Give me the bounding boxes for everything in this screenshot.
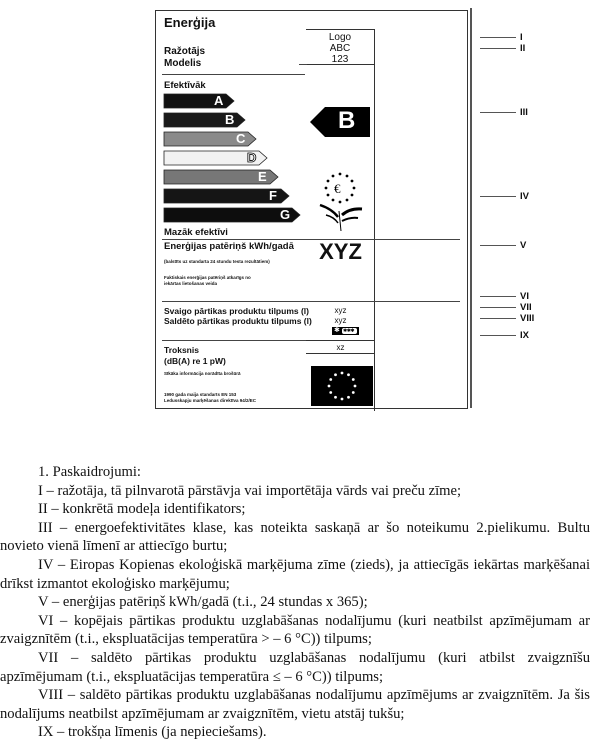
callout-i xyxy=(480,32,523,43)
fresh-volume-label: Svaigo pārtikas produktu tilpums (l) xyxy=(164,306,309,316)
fresh-volume-value: xyz xyxy=(334,306,347,315)
class-letter: B xyxy=(225,112,235,127)
class-letter: D xyxy=(247,150,257,165)
consumption-title: Enerģijas patēriņš kWh/gadā xyxy=(164,241,294,252)
callout-line xyxy=(480,307,516,308)
flag-star xyxy=(347,373,350,376)
frozen-volume-label: Saldēto pārtikas produktu tilpums (l) xyxy=(164,316,312,326)
flag-star xyxy=(329,391,332,394)
flag-star xyxy=(341,372,344,375)
freezer-star-rating-badge xyxy=(332,327,359,335)
class-letter: E xyxy=(258,169,267,184)
class-arrow-icon xyxy=(164,94,234,108)
explanation-item: IX – trokšņa līmenis (ja nepieciešams). xyxy=(38,724,267,741)
logo-box xyxy=(306,29,375,65)
callout-numeral: III xyxy=(520,107,528,118)
class-letter: F xyxy=(269,188,277,203)
callout-line xyxy=(480,48,516,49)
callout-line xyxy=(480,335,516,336)
label-title: Enerģija xyxy=(164,15,216,30)
eu-ecolabel-flower-icon xyxy=(312,171,368,231)
callout-numeral: IX xyxy=(520,330,529,341)
explanation-item: VI – kopējais pārtikas produktu uzglabāšanas nodalījumu (kuri neatbilst apzīmējumam ar zvaigznītēm (t.i., ekspluatācijas temperatūra > – 6 °C)) tilpums; xyxy=(0,612,590,648)
callout-v xyxy=(480,240,526,251)
callout-viii xyxy=(480,313,534,324)
consumption-note: (balstīts uz standarta 24 stundu testa rezultātiem) xyxy=(164,259,270,264)
less-efficient-label: Mazāk efektīvi xyxy=(164,227,228,238)
callout-ii xyxy=(480,43,525,54)
explanation-item: IV – Eiropas Kopienas ekoloģiskā marķējuma zīme (zieds), ja attiecīgās iekārtas marķēšanai drīkst izmantot ekoloģisko marķējumu; xyxy=(0,556,590,592)
callout-vi xyxy=(480,291,529,302)
logo-line: Logo xyxy=(328,32,352,43)
divider xyxy=(299,64,307,65)
flag-star xyxy=(328,385,331,388)
explanation-item: III – energoefektivitātes klase, kas noteikta saskaņā ar šo noteikumu 2.pielikumu. Bultu novieto vienā līmenī ar attiecīgo burtu; xyxy=(0,519,590,555)
logo-line: ABC xyxy=(329,43,351,54)
divider xyxy=(162,74,305,75)
selected-class-letter: B xyxy=(338,107,356,134)
callout-line xyxy=(480,112,516,113)
flag-star xyxy=(352,378,355,381)
eu-flag-icon xyxy=(311,366,373,406)
callout-rule xyxy=(470,8,472,408)
flag-star xyxy=(334,396,337,399)
class-letter: G xyxy=(280,207,291,222)
flag-star xyxy=(334,373,337,376)
directive-note: Ledusskapju marķēšanas direktīva 94/2/EC xyxy=(164,398,257,403)
explanation-item: I – ražotāja, tā pilnvarotā pārstāvja vai importētāja vārds vai preču zīme; xyxy=(38,482,462,499)
callout-numeral: VI xyxy=(520,291,529,302)
flag-star xyxy=(352,391,355,394)
callout-numeral: II xyxy=(520,43,526,54)
callout-numeral: VII xyxy=(520,302,532,313)
callout-line xyxy=(480,196,516,197)
explanation-item: V – enerģijas patēriņš kWh/gadā (t.i., 24 stundas x 365); xyxy=(38,594,368,611)
callout-line xyxy=(480,318,516,319)
brochure-note: Sīkāka informācija norādīta brošūrā xyxy=(164,371,241,376)
callout-iii xyxy=(480,107,528,118)
consumption-note-actual: Faktiskais enerģijas patēriņš atkarīgs no iekārtas lietošanas veida xyxy=(164,275,251,286)
selected-class-arrow xyxy=(310,107,370,137)
callout-ix xyxy=(480,330,529,341)
noise-unit: (dB(A) re 1 pW) xyxy=(164,356,226,366)
callout-line xyxy=(480,245,516,246)
energy-label xyxy=(155,10,468,409)
class-letter: A xyxy=(214,93,224,108)
snowflake-icon: ✱ xyxy=(334,327,340,334)
model-label: Modelis xyxy=(164,58,202,69)
callout-numeral: V xyxy=(520,240,527,251)
callout-numeral: I xyxy=(520,32,523,43)
callout-vii xyxy=(480,302,532,313)
flag-star xyxy=(329,378,332,381)
flag-star xyxy=(354,385,357,388)
divider xyxy=(162,340,307,341)
callout-line xyxy=(480,296,516,297)
class-letter: C xyxy=(236,131,246,146)
consumption-value: XYZ xyxy=(319,239,362,264)
callout-numeral: VIII xyxy=(520,313,535,324)
standard-note: 1990 gada maija standarts EN 153 xyxy=(164,392,237,397)
callout-iv xyxy=(480,191,529,202)
logo-line: 123 xyxy=(331,54,349,65)
callout-line xyxy=(480,37,516,38)
svg-text:€: € xyxy=(334,181,341,196)
explanations xyxy=(0,463,590,742)
flag-star xyxy=(347,396,350,399)
callout-numeral: IV xyxy=(520,191,529,202)
star-rating-box xyxy=(342,328,357,334)
noise-label: Troksnis xyxy=(164,345,199,355)
noise-value: xz xyxy=(306,340,375,354)
explanation-item: VII – saldēto pārtikas produktu uzglabāšanas nodalījumu (kuri atbilst zvaigznīšu apzīmējumam (t.i., ekspluatācijas temperatūra ≤ – 6 °C)) tilpums; xyxy=(0,649,590,685)
explanation-item: VIII – saldēto pārtikas produktu uzglabāšanas nodalījumu apzīmējums ar zvaigznītēm. Ja šis nodalījums neatbilst apzīmējumam ar zvaigznītēm, vietu atstāj tukšu; xyxy=(0,687,590,722)
flag-star xyxy=(341,398,344,401)
star-rating-icon: ✱✱✱ xyxy=(343,328,355,334)
divider xyxy=(162,301,460,302)
explanations-heading: 1. Paskaidrojumi: xyxy=(38,464,141,480)
more-efficient-label: Efektīvāk xyxy=(164,80,206,91)
manufacturer-label: Ražotājs xyxy=(164,46,206,57)
frozen-volume-value: xyz xyxy=(334,316,347,325)
explanation-item: II – konkrētā modeļa identifikators; xyxy=(38,501,246,518)
